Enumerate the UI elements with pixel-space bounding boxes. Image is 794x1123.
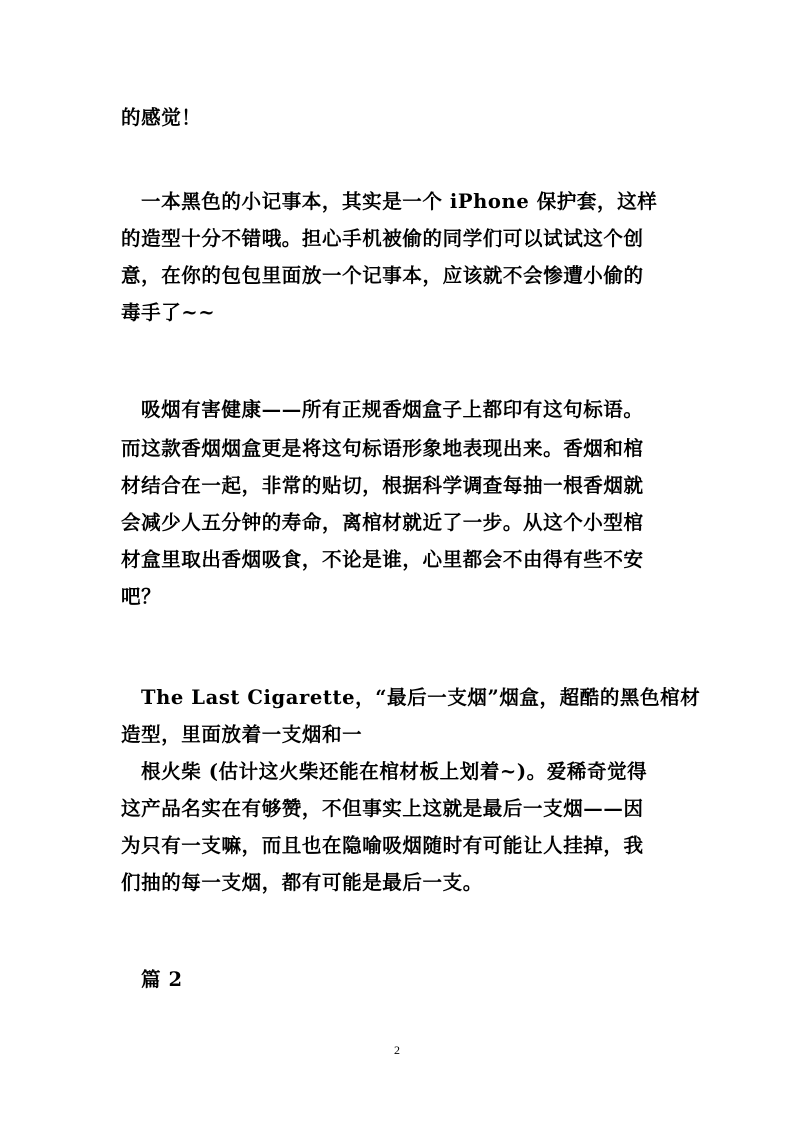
text-line: 的感觉！ [121, 106, 202, 129]
text-line: 会减少人五分钟的寿命，离棺材就近了一步。从这个小型棺 [121, 511, 644, 534]
text-line: The Last Cigarette，“最后一支烟”烟盒，超酷的黑色棺材 [141, 686, 701, 709]
text-line: 这产品名实在有够赞，不但事实上这就是最后一支烟——因 [121, 797, 644, 820]
text-line: 的造型十分不错哦。担心手机被偷的同学们可以试试这个创 [121, 227, 644, 250]
text-line: 们抽的每一支烟，都有可能是最后一支。 [121, 871, 483, 894]
text-line: 而这款香烟烟盒更是将这句标语形象地表现出来。香烟和棺 [121, 437, 644, 460]
text-line: 造型，里面放着一支烟和一 [121, 723, 363, 746]
text-line: 为只有一支嘛，而且也在隐喻吸烟随时有可能让人挂掉，我 [121, 834, 644, 857]
text-line: 一本黑色的小记事本，其实是一个 iPhone 保护套，这样 [141, 190, 658, 213]
text-line: 根火柴 (估计这火柴还能在棺材板上划着~)。爱稀奇觉得 [141, 760, 648, 783]
text-line: 意，在你的包包里面放一个记事本，应该就不会惨遭小偷的 [121, 264, 644, 287]
section-heading: 篇 2 [141, 968, 183, 991]
text-line: 材结合在一起，非常的贴切，根据科学调查每抽一根香烟就 [121, 474, 644, 497]
page-number: 2 [394, 1043, 400, 1057]
text-line: 毒手了~~ [121, 301, 216, 324]
text-line: 吧？ [121, 585, 162, 608]
text-line: 吸烟有害健康——所有正规香烟盒子上都印有这句标语。 [141, 398, 644, 421]
text-line: 材盒里取出香烟吸食，不论是谁，心里都会不由得有些不安 [121, 548, 644, 571]
